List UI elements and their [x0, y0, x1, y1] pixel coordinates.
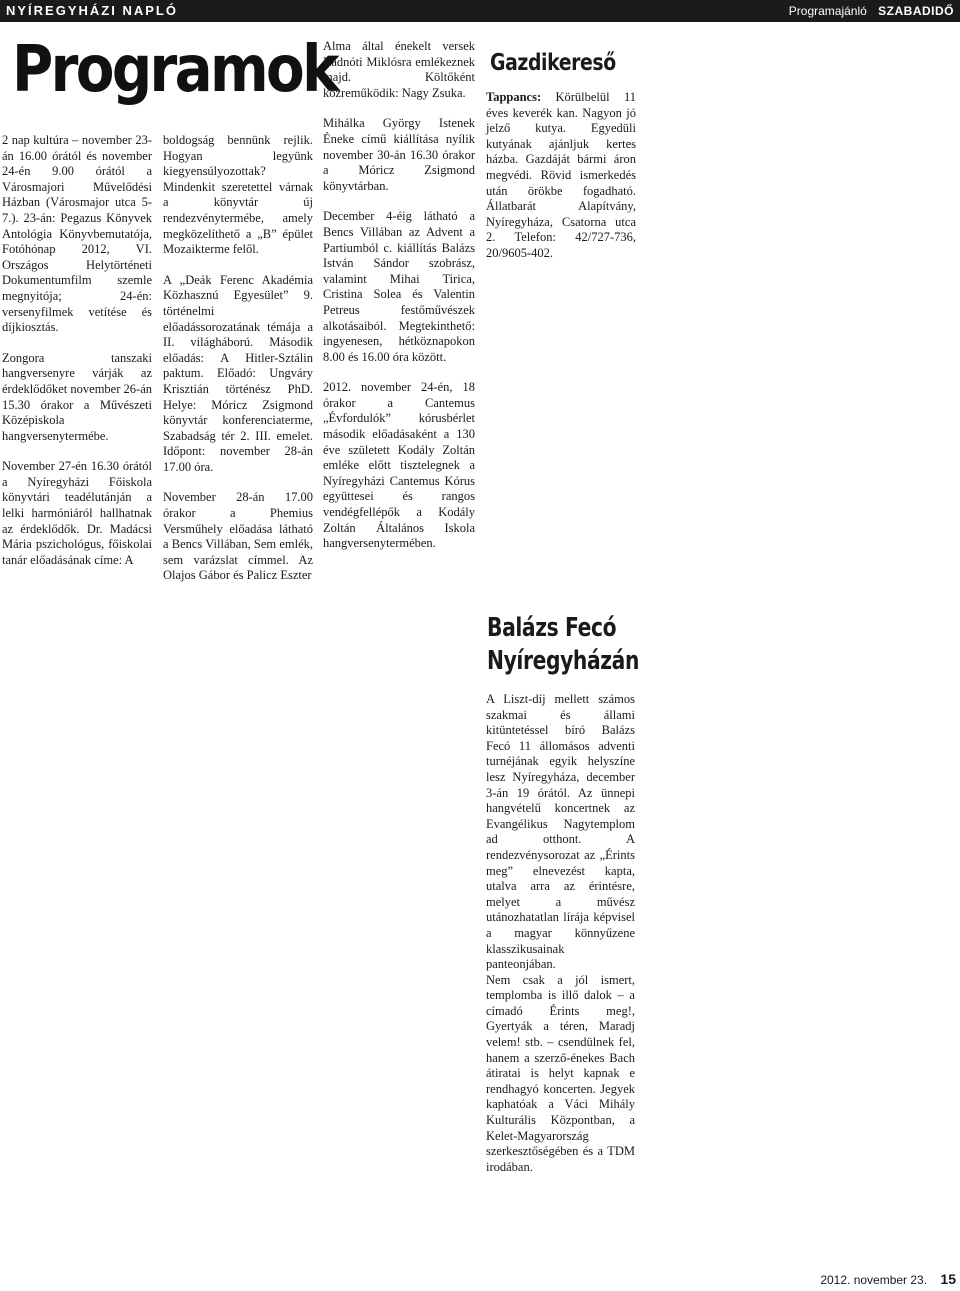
title-line: Nyíregyházán — [487, 646, 640, 676]
pet-name: Tappancs: — [486, 90, 542, 104]
page-title: Programok — [12, 33, 337, 107]
section-name: SZABADIDŐ — [878, 4, 954, 18]
paragraph: boldogság bennünk rejlik. Hogyan legyünk kiegyensúlyozottak? Mindenkit szeretettel várnak a könyvtár új rendezvénytermébe, amely megközelíthető a „B” épület Mozaikterme felől. — [163, 133, 313, 257]
paragraph: Alma által énekelt versek Radnóti Miklósra emlékeznek majd. Költőként közreműködik: Nagy Zsuka. — [323, 39, 475, 100]
paragraph: Nem csak a jól ismert, templomba is illő dalok – a címadó Érints meg!, Gyertyák a téren, Maradj velem! stb. – csendülnek fel, hanem a szerző-énekes Bach átiratai is helyt kapnak e rendhagyó koncerten. Jegyek kaphatóak a Váci Mihály Kulturális Központban, a Kelet-Magyarország szerkesztőségében és a TDM irodában. — [486, 972, 635, 1174]
paragraph: A „Deák Ferenc Akadémia Közhasznú Egyesület” 9. történelmi előadássorozatának témája a II. világháború. Második előadás: A Hitler-Sztálin paktum. Előadó: Ungváry Krisztián történész PhD. Helye: Móricz Zsigmond könyvtár konferenciaterme, Szabadság tér 2. III. emelet. Időpont: november 28-án 17.00 óra. — [163, 272, 313, 474]
issue-date: 2012. november 23. — [820, 1273, 928, 1287]
pet-description: Körülbelül 11 éves keverék kan. Nagyon jó jelző kutya. Egyedüli kutyának ajánljuk kertes házba. Gazdáját bármi áron megvédi. Rövid ismerkedés után örökbe fogadható. — [486, 90, 636, 198]
section-header — [789, 4, 954, 18]
balazs-article-title — [487, 612, 639, 678]
paragraph: December 4-éig látható a Bencs Villában az Advent a Partiumból c. kiállítás Balázs István Sándor szobrász, valamint Mihai Tirica, Cristina Solea és Valentin Petreus festőművészek alkotásaiból. Megtekinthető: ingyenesen, hétköznapokon 8.00 és 16.00 óra között. — [323, 209, 475, 364]
page-number: 15 — [940, 1271, 956, 1287]
paragraph: 2 nap kultúra – november 23-án 16.00 órától és november 24-én 9.00 órától a Városmajori Művelődési Házban (Városmajor utca 5-7.). 23-án: Pegazus Könyvek Antológia Könyvbemutatója, Fotóhónap 2012, VI. Országos Helytörténeti Dokumentumfilm szemle megnyitója; 24-én: versenyfilmek vetítése és díjkiosztás. — [2, 133, 152, 335]
gazdikereso-text — [486, 90, 636, 262]
article-column-2 — [163, 133, 313, 599]
paragraph: Zongora tanszaki hangversenyre várják az érdeklődőket november 26-án 15.30 órakor a Művészeti Középiskola hangversenytermébe. — [2, 350, 152, 443]
article-column-3 — [323, 39, 475, 567]
article-column-1 — [2, 133, 152, 583]
gazdikereso-title: Gazdikereső — [490, 50, 616, 76]
top-bar — [0, 0, 960, 22]
section-label: Programajánló — [788, 4, 867, 18]
publication-name: NYÍREGYHÁZI NAPLÓ — [6, 3, 178, 18]
paragraph: November 27-én 16.30 órától a Nyíregyházi Főiskola könyvtári teadélutánján a lelki harmóniáról hallhatnak az érdeklődők. Dr. Madácsi Mária pszichológus, főiskolai tanár előadásának címe: A — [2, 459, 152, 567]
pet-contact: Állatbarát Alapítvány, Nyíregyháza, Csatorna utca 2. Telefon: 42/727-736, 20/9605-402. — [486, 199, 636, 260]
balazs-article-body — [486, 692, 635, 1175]
paragraph: November 28-án 17.00 órakor a Phemius Versműhely előadása látható a Bencs Villában, Sem emlék, sem varázslat címmel. Az Olajos Gábor és Palicz Eszter — [163, 490, 313, 583]
title-line: Balázs Fecó — [487, 613, 617, 643]
page-footer — [820, 1271, 956, 1287]
paragraph: 2012. november 24-én, 18 órakor a Cantemus „Évfordulók” kórusbérlet második előadásaként a 130 éve született Kodály Zoltán emléke előtt tisztelegnek a Nyíregyházi Cantemus Kórus együttesei és rangos vendégfellépők a Kodály Zoltán Általános Iskola hangversenytermében. — [323, 380, 475, 551]
paragraph: Mihálka György Istenek Éneke című kiállítása nyílik november 30-án 16.30 órakor a Móricz Zsigmond könyvtárban. — [323, 116, 475, 193]
paragraph: A Liszt-díj mellett számos szakmai és állami kitüntetéssel bíró Balázs Fecó 11 állomásos adventi turnéjának egyik helyszíne lesz Nyíregyháza, december 3-án 19 órától. Az ünnepi hangvételű koncertnek az Evangélikus Nagytemplom ad otthont. A rendezvénysorozat az „Érints meg” elnevezést kapta, utalva arra az érintésre, melyet a művész utánozhatatlan lírája képvisel a magyar könnyűzene klasszikusainak panteonjában. — [486, 692, 635, 972]
